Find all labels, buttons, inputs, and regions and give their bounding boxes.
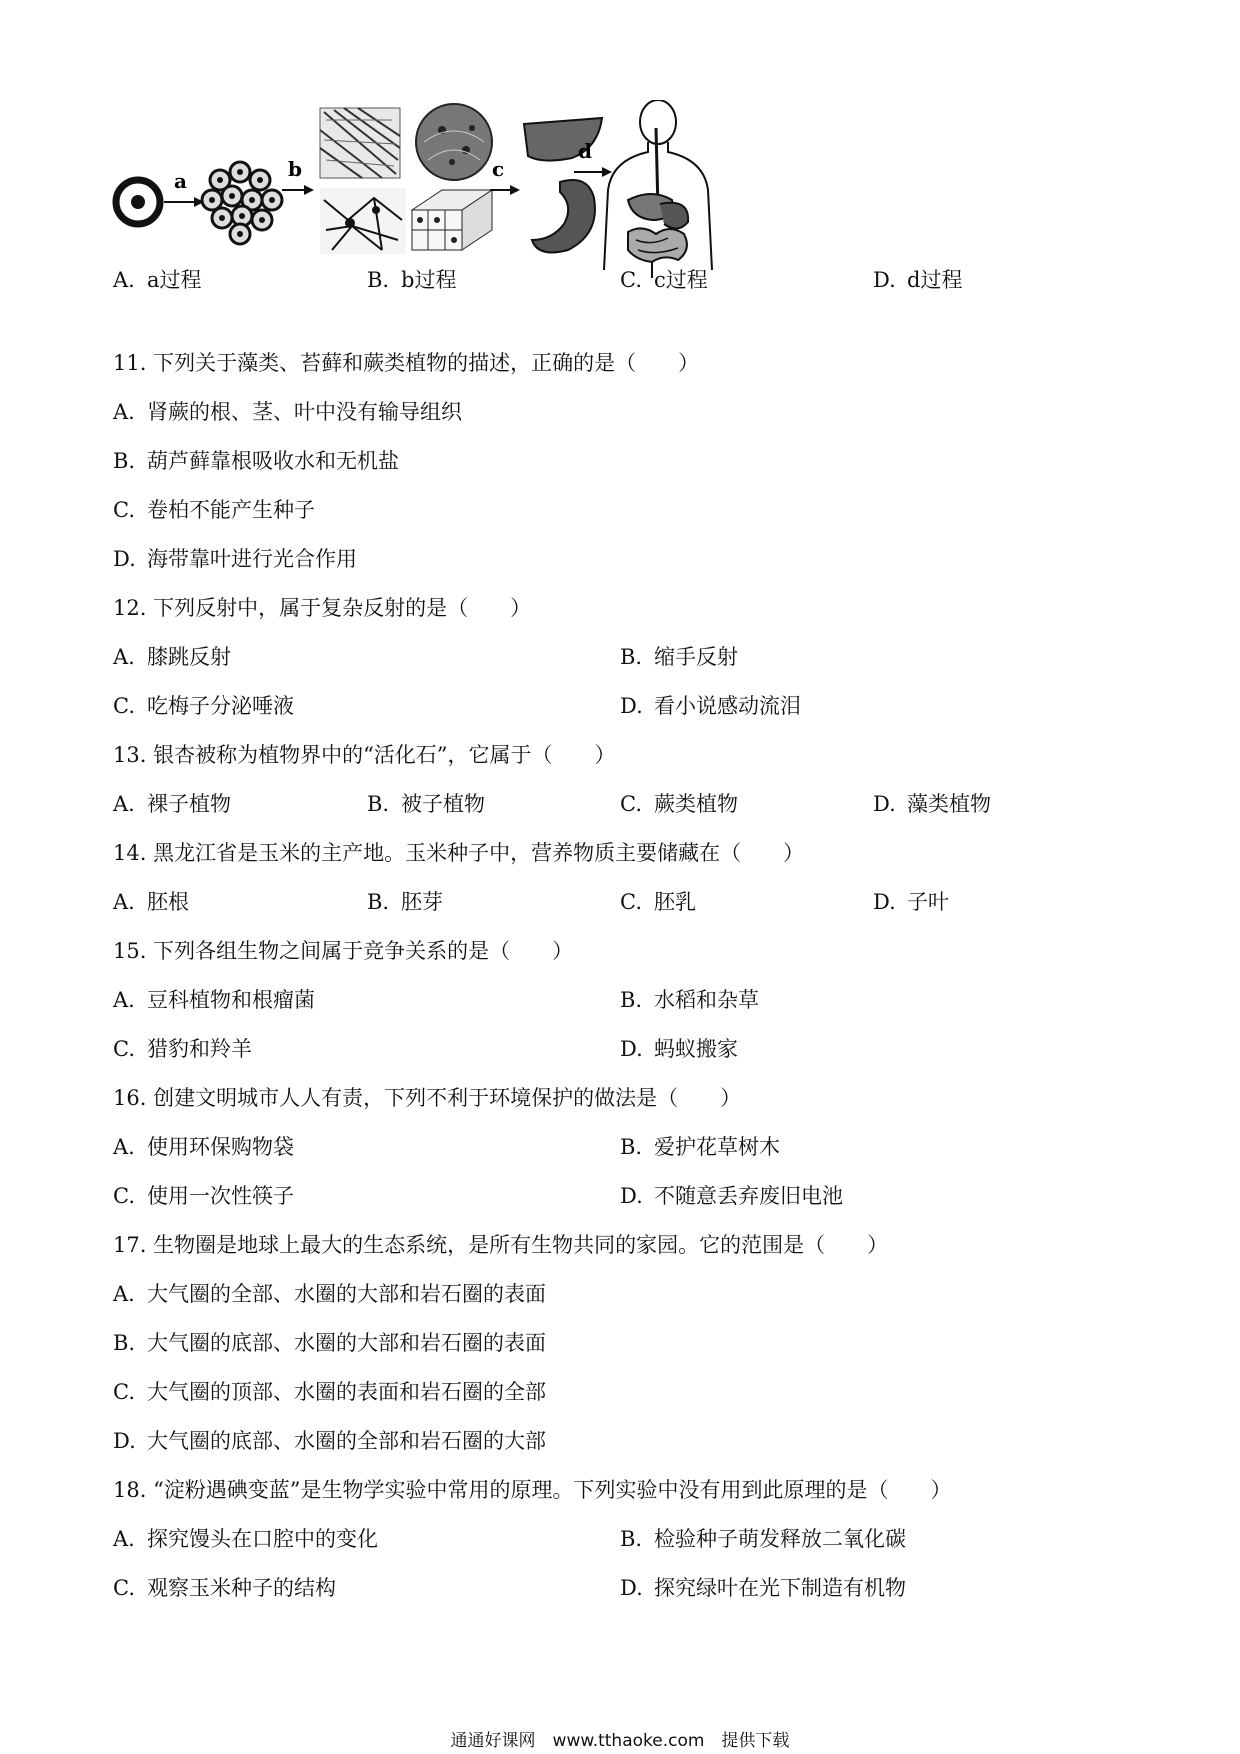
option-letter: B. [113, 1331, 136, 1355]
option-letter: B. [620, 1527, 643, 1551]
option-letter: C. [113, 498, 135, 522]
arrow-c [490, 157, 520, 195]
option-letter: D. [873, 268, 896, 292]
q15-option-d [620, 1035, 738, 1063]
option-text: 蚂蚁搬家 [654, 1037, 738, 1061]
arrow-label-d: d [578, 139, 592, 163]
q14-stem: 14. 黑龙江省是玉米的主产地。玉米种子中，营养物质主要储藏在（ ） [113, 841, 805, 865]
option-text: 藻类植物 [907, 792, 991, 816]
development-figure [112, 100, 792, 285]
option-letter: D. [620, 1576, 643, 1600]
arrow-b [282, 157, 314, 195]
option-letter: D. [620, 1184, 643, 1208]
q18-option-c [113, 1574, 336, 1602]
option-text: 葫芦藓靠根吸收水和无机盐 [147, 449, 399, 473]
q16-option-b [620, 1133, 780, 1161]
q13-stem: 13. 银杏被称为植物界中的“活化石”，它属于（ ） [113, 743, 616, 767]
option-letter: D. [620, 1037, 643, 1061]
q15-option-b [620, 986, 759, 1014]
arrow-label-c: c [492, 157, 505, 181]
q17-option-c [113, 1378, 546, 1406]
option-text: c过程 [654, 268, 708, 292]
option-text: 大气圈的底部、水圈的全部和岩石圈的大部 [147, 1429, 546, 1453]
cell-cluster-image [202, 162, 282, 244]
q16-stem: 16. 创建文明城市人人有责，下列不利于环境保护的做法是（ ） [113, 1086, 742, 1110]
option-text: 膝跳反射 [147, 645, 231, 669]
option-text: 爱护花草树木 [654, 1135, 780, 1159]
option-letter: B. [367, 792, 390, 816]
option-letter: C. [620, 792, 642, 816]
option-letter: A. [113, 890, 135, 914]
q17-option-a [113, 1280, 546, 1308]
nerve-tissue-image [320, 188, 406, 254]
option-text: 检验种子萌发释放二氧化碳 [654, 1527, 906, 1551]
option-letter: D. [113, 547, 136, 571]
option-text: 探究馒头在口腔中的变化 [147, 1527, 378, 1551]
option-letter: A. [113, 400, 135, 424]
arrow-a [164, 169, 204, 207]
q15-option-c [113, 1035, 252, 1063]
q13-option-d [873, 790, 991, 818]
q18-option-a [113, 1525, 378, 1553]
option-letter: C. [113, 1037, 135, 1061]
page-footer: 通通好课网 www.tthaoke.com 提供下载 [450, 1731, 790, 1751]
option-text: 蕨类植物 [654, 792, 738, 816]
option-letter: C. [620, 890, 642, 914]
muscle-tissue-image [320, 108, 400, 178]
option-text: 卷柏不能产生种子 [147, 498, 315, 522]
q18-option-d [620, 1574, 906, 1602]
option-text: b过程 [401, 268, 457, 292]
digestive-system-image [604, 100, 712, 278]
q11-stem: 11. 下列关于藻类、苔藓和蕨类植物的描述，正确的是（ ） [113, 351, 700, 375]
option-letter: A. [113, 1527, 135, 1551]
option-text: 海带靠叶进行光合作用 [147, 547, 357, 571]
option-letter: A. [113, 1135, 135, 1159]
option-letter: C. [113, 694, 135, 718]
q16-option-a [113, 1133, 294, 1161]
option-text: 大气圈的底部、水圈的大部和岩石圈的表面 [147, 1331, 546, 1355]
option-text: 看小说感动流泪 [654, 694, 801, 718]
option-text: d过程 [907, 268, 963, 292]
option-text: 探究绿叶在光下制造有机物 [654, 1576, 906, 1600]
option-text: 大气圈的顶部、水圈的表面和岩石圈的全部 [147, 1380, 546, 1404]
q18-option-b [620, 1525, 906, 1553]
q12-option-a [113, 643, 231, 671]
q12-option-d [620, 692, 801, 720]
option-text: 豆科植物和根瘤菌 [147, 988, 315, 1012]
stomach-organ-image [532, 180, 595, 252]
epithelial-tissue-image [412, 190, 492, 250]
q11-option-b [113, 447, 399, 475]
option-text: 裸子植物 [147, 792, 231, 816]
q12-option-c [113, 692, 294, 720]
option-letter: B. [367, 268, 390, 292]
q11-option-a [113, 398, 462, 426]
q10-option-a [113, 266, 202, 294]
option-text: 不随意丢弃废旧电池 [654, 1184, 843, 1208]
option-text: a过程 [147, 268, 202, 292]
q13-option-c [620, 790, 738, 818]
q13-option-b [367, 790, 485, 818]
option-letter: D. [873, 792, 896, 816]
q13-option-a [113, 790, 231, 818]
option-letter: B. [620, 1135, 643, 1159]
option-text: 猎豹和羚羊 [147, 1037, 252, 1061]
bone-tissue-image [416, 104, 492, 180]
option-text: 缩手反射 [654, 645, 738, 669]
option-text: 胚乳 [654, 890, 696, 914]
option-letter: B. [620, 645, 643, 669]
option-text: 大气圈的全部、水圈的大部和岩石圈的表面 [147, 1282, 546, 1306]
q14-option-d [873, 888, 949, 916]
option-text: 胚根 [147, 890, 189, 914]
option-letter: C. [620, 268, 642, 292]
option-letter: A. [113, 988, 135, 1012]
option-text: 水稻和杂草 [654, 988, 759, 1012]
q15-stem: 15. 下列各组生物之间属于竞争关系的是（ ） [113, 939, 574, 963]
q16-option-d [620, 1182, 843, 1210]
arrow-d [574, 139, 612, 177]
option-letter: D. [873, 890, 896, 914]
option-letter: A. [113, 645, 135, 669]
q12-stem: 12. 下列反射中，属于复杂反射的是（ ） [113, 596, 532, 620]
option-text: 观察玉米种子的结构 [147, 1576, 336, 1600]
option-letter: C. [113, 1380, 135, 1404]
q12-option-b [620, 643, 738, 671]
arrow-label-a: a [174, 169, 187, 193]
option-text: 子叶 [907, 890, 949, 914]
q11-option-d [113, 545, 357, 573]
option-text: 使用环保购物袋 [147, 1135, 294, 1159]
arrow-label-b: b [288, 157, 302, 181]
option-letter: D. [620, 694, 643, 718]
option-text: 胚芽 [401, 890, 443, 914]
single-cell-image [116, 180, 160, 224]
q10-option-b [367, 266, 456, 294]
option-text: 吃梅子分泌唾液 [147, 694, 294, 718]
q17-option-b [113, 1329, 546, 1357]
option-letter: B. [113, 449, 136, 473]
option-letter: A. [113, 1282, 135, 1306]
q10-option-c [620, 266, 708, 294]
option-text: 被子植物 [401, 792, 485, 816]
option-letter: C. [113, 1184, 135, 1208]
q14-option-c [620, 888, 696, 916]
option-letter: B. [620, 988, 643, 1012]
option-letter: C. [113, 1576, 135, 1600]
q10-option-d [873, 266, 962, 294]
option-letter: A. [113, 268, 135, 292]
q16-option-c [113, 1182, 294, 1210]
q18-stem: 18. “淀粉遇碘变蓝”是生物学实验中常用的原理。下列实验中没有用到此原理的是（ ） [113, 1478, 952, 1502]
option-letter: B. [367, 890, 390, 914]
q17-stem: 17. 生物圈是地球上最大的生态系统，是所有生物共同的家园。它的范围是（ ） [113, 1233, 889, 1257]
option-text: 肾蕨的根、茎、叶中没有输导组织 [147, 400, 462, 424]
q15-option-a [113, 986, 315, 1014]
option-letter: D. [113, 1429, 136, 1453]
option-text: 使用一次性筷子 [147, 1184, 294, 1208]
q17-option-d [113, 1427, 546, 1455]
q14-option-b [367, 888, 443, 916]
q14-option-a [113, 888, 189, 916]
q11-option-c [113, 496, 315, 524]
option-letter: A. [113, 792, 135, 816]
